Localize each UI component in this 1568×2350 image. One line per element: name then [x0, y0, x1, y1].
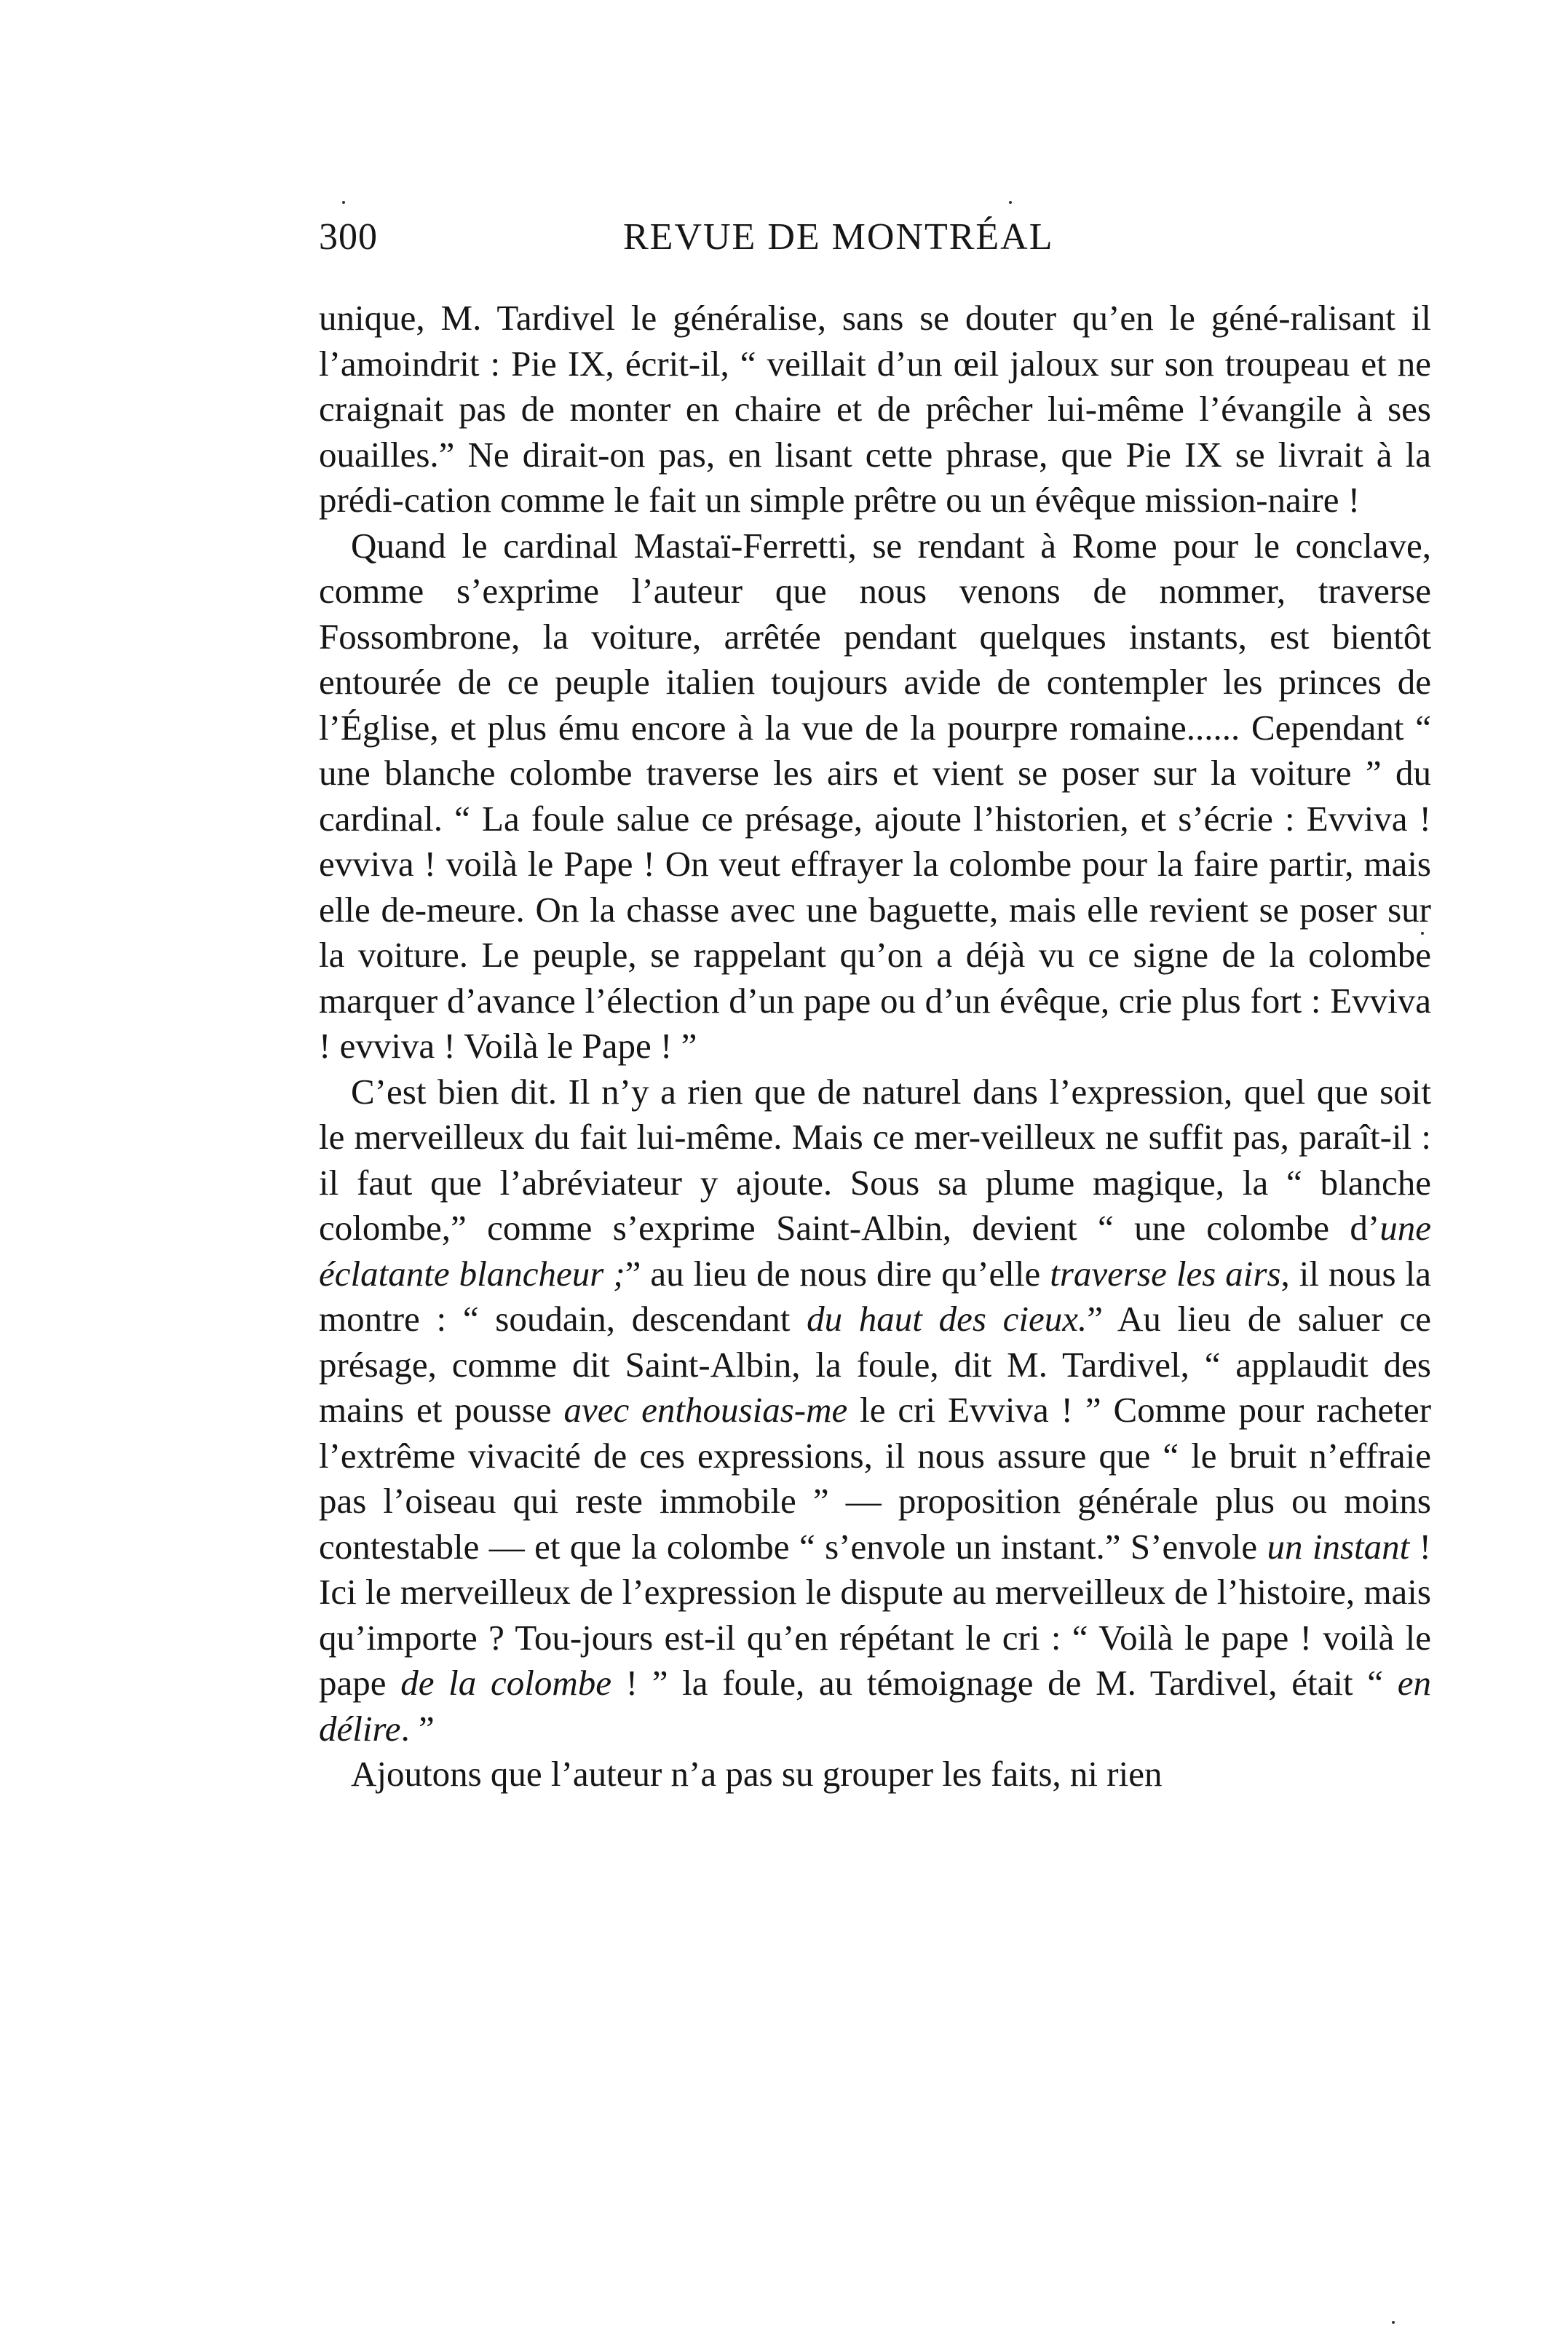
- paragraph-3-segment: ” Au lieu de saluer ce présage, comme dit Saint-Albin, la foule, dit M. Tardivel, “ applaudit des mains et pousse: [319, 1299, 1432, 1430]
- paragraph-3-italic-segment: avec enthousias-me: [563, 1390, 848, 1430]
- paragraph-4: [319, 1752, 1431, 1797]
- paragraph-3-segment: C’est bien dit. Il n’y a rien que de naturel dans l’expression, quel que soit le merveilleux du fait lui-même. Mais ce mer-veilleux ne suffit pas, paraît-il : il faut que l’abréviateur y ajoute. Sous sa plume magique, la “ blanche colombe,” comme s’exprime Saint-Albin, devient “ une colombe d’: [319, 1071, 1431, 1248]
- paragraph-3-segment: ” au lieu de nous dire qu’elle: [625, 1253, 1050, 1294]
- body-text: [319, 296, 1431, 1797]
- paragraph-1-text: unique, M. Tardivel le généralise, sans se douter qu’en le géné-ralisant il l’amoindrit : Pie IX, écrit-il, “ veillait d’un œil jaloux sur son troupeau et ne craignait pas de monter en chaire et de prêcher lui-même l’évangile à ses ouailles.” Ne dirait-on pas, en lisant cette phrase, que Pie IX se livrait à la prédi-cation comme le fait un simple prêtre ou un évêque mission-naire !: [319, 298, 1431, 520]
- paragraph-4-text: Ajoutons que l’auteur n’a pas su grouper les faits, ni rien: [351, 1754, 1163, 1794]
- paragraph-3-italic-segment: un instant: [1267, 1526, 1410, 1567]
- paragraph-3-segment: ! ” la foule, au témoignage de M. Tardivel, était “: [611, 1663, 1398, 1703]
- paragraph-2-text: Quand le cardinal Mastaï-Ferretti, se rendant à Rome pour le conclave, comme s’exprime l’auteur que nous venons de nommer, traverse Fossombrone, la voiture, arrêtée pendant quelques instants, est bientôt entourée de ce peuple italien toujours avide de contempler les princes de l’Église, et plus ému encore à la vue de la pourpre romaine...... Cependant “ une blanche colombe traverse les airs et vient se poser sur la voiture ” du cardinal. “ La foule salue ce présage, ajoute l’historien, et s’écrie : Evviva ! evviva ! voilà le Pape ! On veut effrayer la colombe pour la faire partir, mais elle de-meure. On la chasse avec une baguette, mais elle revient se poser sur la voiture. Le peuple, se rappelant qu’on a déjà vu ce signe de la colombe marquer d’avance l’élection d’un pape ou d’un évêque, crie plus fort : Evviva ! evviva ! Voilà le Pape ! ”: [319, 525, 1431, 1066]
- paragraph-3-segment: le cri Evviva ! ” Comme pour racheter l’extrême vivacité de ces expressions, il nous assure que “ le bruit n’effraie pas l’oiseau qui reste immobile ” — proposition générale plus ou moins contestable — et que la colombe “ s’envole un instant.” S’envole: [319, 1390, 1432, 1567]
- print-speck: [1392, 2321, 1395, 2324]
- print-speck: [1009, 201, 1012, 204]
- print-speck: [342, 201, 345, 204]
- paragraph-3-segment: , il nous la montre : “ soudain, descendant: [319, 1253, 1431, 1339]
- paragraph-3-segment: . ”: [400, 1708, 435, 1749]
- paragraph-3-italic-segment: traverse les airs: [1050, 1253, 1281, 1294]
- print-speck: [1421, 932, 1424, 935]
- paragraph-3-italic-segment: de la colombe: [400, 1663, 611, 1703]
- page-number: 300: [319, 216, 378, 258]
- paragraph-3-italic-segment: une éclatante blancheur ;: [319, 1208, 1431, 1294]
- paragraph-2: [319, 523, 1431, 1069]
- page-header: [319, 215, 1192, 281]
- paragraph-1: [319, 296, 1431, 523]
- paragraph-3: [319, 1069, 1431, 1752]
- running-title: REVUE DE MONTRÉAL: [623, 216, 1054, 258]
- paragraph-3-segment: ! Ici le merveilleux de l’expression le dispute au merveilleux de l’histoire, mais qu’importe ? Tou-jours est-il qu’en répétant le cri : “ Voilà le pape ! voilà le pape: [319, 1526, 1431, 1703]
- paragraph-3-italic-segment: du haut des cieux.: [807, 1299, 1088, 1339]
- paragraph-3-italic-segment: en délire: [319, 1663, 1432, 1749]
